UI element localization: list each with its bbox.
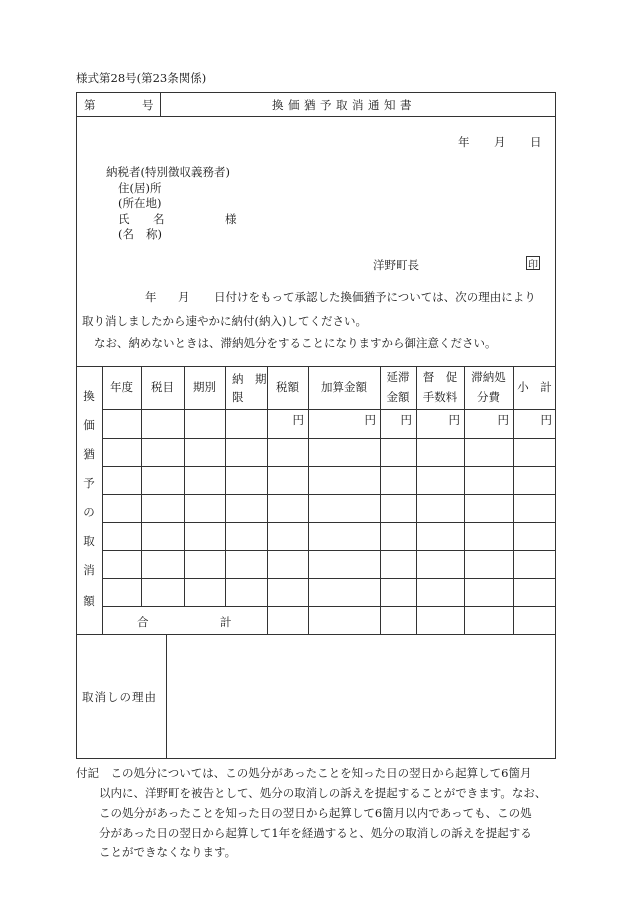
note-line-5: ことができなくなります。: [99, 845, 237, 859]
total-label-2: 計: [220, 615, 232, 629]
number-label-go: 号: [142, 98, 154, 112]
side-char: 消: [83, 563, 95, 577]
seal-stamp: 印: [526, 256, 540, 270]
unit-yen: 円: [448, 413, 460, 427]
date-day: 日: [530, 135, 542, 149]
side-char: 価: [83, 418, 95, 432]
body-line-2: 取り消しましたから速やかに納付(納入)してください。: [82, 314, 367, 328]
total-label-1: 合: [137, 615, 149, 629]
taxpayer-name-2: 名: [153, 212, 165, 226]
document-title: 換価猶予取消通知書: [272, 98, 416, 112]
table-row-line: [102, 438, 556, 439]
unit-yen: 円: [400, 413, 412, 427]
body-year: 年: [145, 290, 157, 304]
col-header-subtotal: 小 計: [517, 380, 552, 394]
table-row-line: [102, 578, 556, 579]
taxpayer-label: 納税者(特別徴収義務者): [106, 165, 230, 179]
number-label-dai: 第: [84, 98, 96, 112]
col-header-tax-amount: 税額: [276, 380, 299, 394]
side-char: 予: [83, 476, 95, 490]
table-row-line: [102, 550, 556, 551]
unit-yen: 円: [497, 413, 509, 427]
table-row-line: [102, 466, 556, 467]
side-char: 換: [83, 389, 95, 403]
col-header-delay-1: 延滞: [386, 369, 410, 384]
note-line-2: 以内に、洋野町を被告として、処分の取消しの訴えを提起することができます。なお、: [99, 786, 547, 800]
col-header-disposal-1: 滞納処: [471, 369, 506, 384]
form-number: 様式第28号(第23条関係): [76, 71, 207, 85]
unit-yen: 円: [292, 413, 304, 427]
side-char: の: [83, 505, 95, 519]
note-line-1: 付記 この処分については、この処分があったことを知った日の翌日から起算して6箇月: [76, 766, 532, 780]
table-row-line: [102, 606, 556, 607]
col-header-fee-1: 督 促: [422, 369, 458, 384]
body-line-1: 日付けをもって承認した換価猶予については、次の理由により: [214, 290, 536, 304]
taxpayer-sama: 様: [225, 212, 237, 226]
body-month: 月: [178, 290, 190, 304]
col-header-due-1: 納 期: [232, 372, 267, 386]
side-char: 額: [83, 594, 95, 608]
body-line-3: なお、納めないときは、滞納処分をすることになりますから御注意ください。: [94, 336, 497, 350]
header-divider: [76, 116, 556, 117]
header-vdivider: [160, 92, 161, 116]
note-line-3: この処分があったことを知った日の翌日から起算して6箇月以内であっても、この処: [99, 806, 532, 820]
taxpayer-title-2: 称): [146, 227, 162, 241]
date-month: 月: [494, 135, 506, 149]
side-char: 猶: [83, 447, 95, 461]
table-row-line: [102, 494, 556, 495]
col-header-tax-item: 税目: [151, 380, 174, 394]
reason-label: 取消しの理由: [82, 690, 157, 704]
col-header-disposal-2: 分費: [477, 389, 500, 404]
col-header-fee-2: 手数料: [422, 389, 458, 404]
note-line-4: 分があった日の翌日から起算して1年を経過すると、処分の取消しの訴えを提起する: [99, 826, 532, 840]
sender-mayor: 洋野町長: [373, 258, 419, 272]
date-year: 年: [458, 135, 470, 149]
reason-divider: [166, 634, 167, 759]
table-row-line: [102, 522, 556, 523]
side-char: 取: [83, 534, 95, 548]
taxpayer-location: (所在地): [118, 196, 162, 210]
table-col-line: [225, 366, 226, 606]
taxpayer-name-1: 氏: [118, 212, 130, 226]
col-header-delay-2: 金額: [386, 389, 410, 404]
taxpayer-title-1: (名: [118, 227, 134, 241]
col-header-year: 年度: [110, 380, 133, 394]
unit-yen: 円: [540, 413, 552, 427]
col-header-period: 期別: [193, 380, 216, 394]
unit-yen: 円: [364, 413, 376, 427]
col-header-additional: 加算金額: [321, 380, 367, 394]
table-bottom-line: [76, 634, 556, 635]
taxpayer-address: 住(居)所: [118, 181, 162, 195]
table-header-bottom: [102, 409, 556, 410]
col-header-due-2: 限: [232, 390, 244, 404]
